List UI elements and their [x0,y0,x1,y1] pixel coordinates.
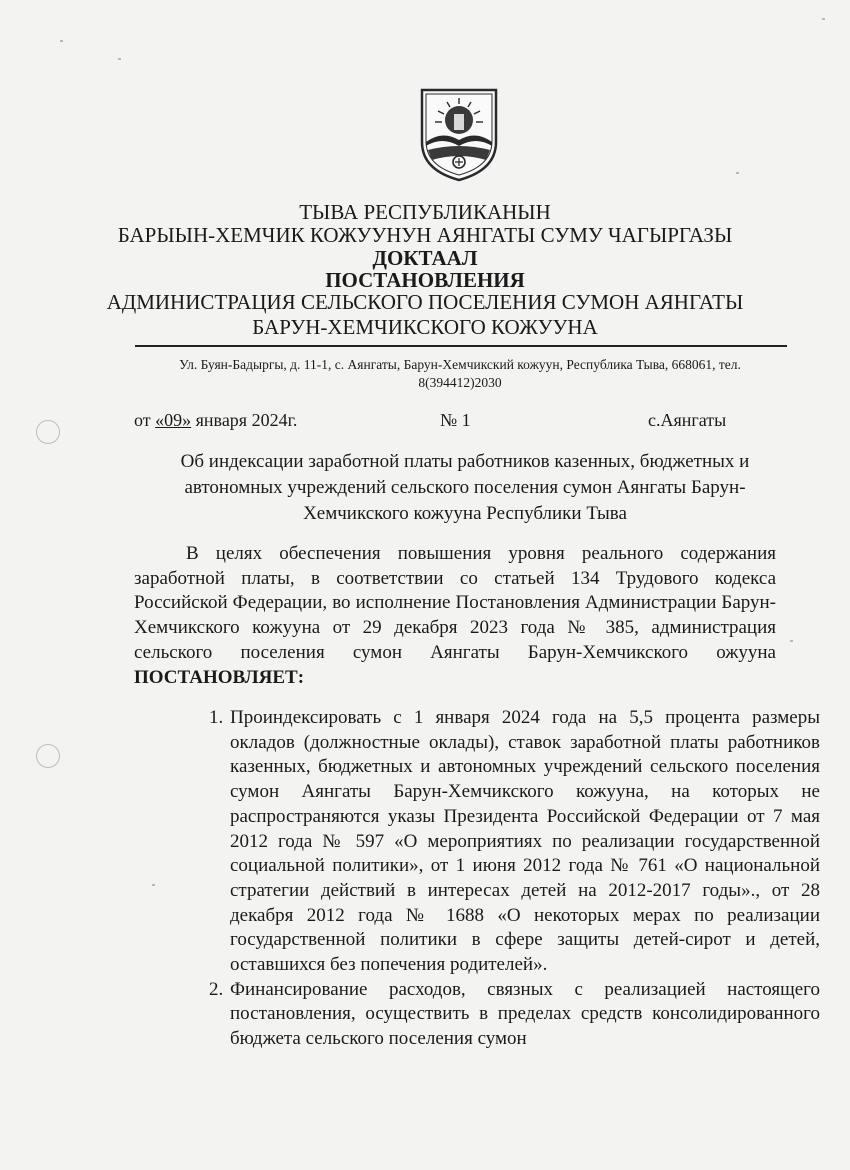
preamble-text: В целях обеспечения повышения уровня реального содержания заработной платы, в соответствии со статьей 134 Трудового кодекса Российской Федерации, во исполнение Постановления Администрации Барун-Хемчикского кожууна от 29 декабря 2023 года № 385, администрация сельского поселения сумон Аянгаты Барун-Хемчикского ожууна [134,543,776,663]
header-line-6: БАРУН-ХЕМЧИКСКОГО КОЖУУНА [252,315,598,339]
resolution-items [186,706,820,1052]
document-place: с.Аянгаты [648,410,727,430]
header-divider [135,345,787,347]
date-day: «09» [155,410,192,430]
punch-hole-bottom [36,744,60,768]
document-date [134,410,297,431]
scan-speck [60,40,63,42]
document-title: Об индексации заработной платы работников казенных, бюджетных и автономных учреждений сельского поселения сумон Аянгаты Барун-Хемчикского кожууна Республики Тыва [180,451,750,524]
resolution-item-1: 1. Проиндексировать с 1 января 2024 года на 5,5 процента размеры окладов (должностные оклады), ставок заработной платы работников казенных, бюджетных и автономных учреждений сельского поселения сумон Аянгаты Барун-Хемчикского кожууна, на которых не распространяются указы Президента Российской Федерации от 7 мая 2012 года № 597 «О мероприятиях по реализации государственной социальной политики», от 1 июня 2012 года № 761 «О национальной стратегии действий в интересах детей на 2012-2017 годы»., от 28 декабря 2012 года № 1688 «О некоторых мерах по реализации государственной политики в сфере защиты детей-сирот и детей, оставшихся без попечения родителей». [228,706,820,978]
scan-speck [118,58,121,60]
header-line-1: ТЫВА РЕСПУБЛИКАНЫН [299,200,551,224]
scan-speck [736,172,739,174]
date-rest: января 2024г. [191,410,298,430]
address-line: Ул. Буян-Бадыргы, д. 11-1, с. Аянгаты, Барун-Хемчикский кожуун, Республика Тыва, 668061, тел. 8(394412)2030 [179,357,741,390]
header-line-4: ПОСТАНОВЛЕНИЯ [325,268,525,292]
scan-speck [790,640,793,642]
header-line-5: АДМИНИСТРАЦИЯ СЕЛЬСКОГО ПОСЕЛЕНИЯ СУМОН АЯНГАТЫ [106,290,744,314]
punch-hole-top [36,420,60,444]
document-number: № 1 [440,410,471,430]
resolution-item-2: 2. Финансирование расходов, связных с реализацией настоящего постановления, осуществить в пределах средств консолидированного бюджета сельского поселения сумон [228,978,820,1052]
scan-speck [152,884,155,886]
preamble-paragraph [134,542,776,690]
coat-of-arms-emblem [414,84,504,184]
header-line-2: БАРЫЫН-ХЕМЧИК КОЖУУНУН АЯНГАТЫ СУМУ ЧАГЫРГАЗЫ [117,223,733,247]
decree-word: ПОСТАНОВЛЯЕТ: [134,666,305,688]
date-prefix: от [134,410,156,430]
header-line-3: ДОКТААЛ [372,246,478,270]
scan-speck [822,18,825,20]
